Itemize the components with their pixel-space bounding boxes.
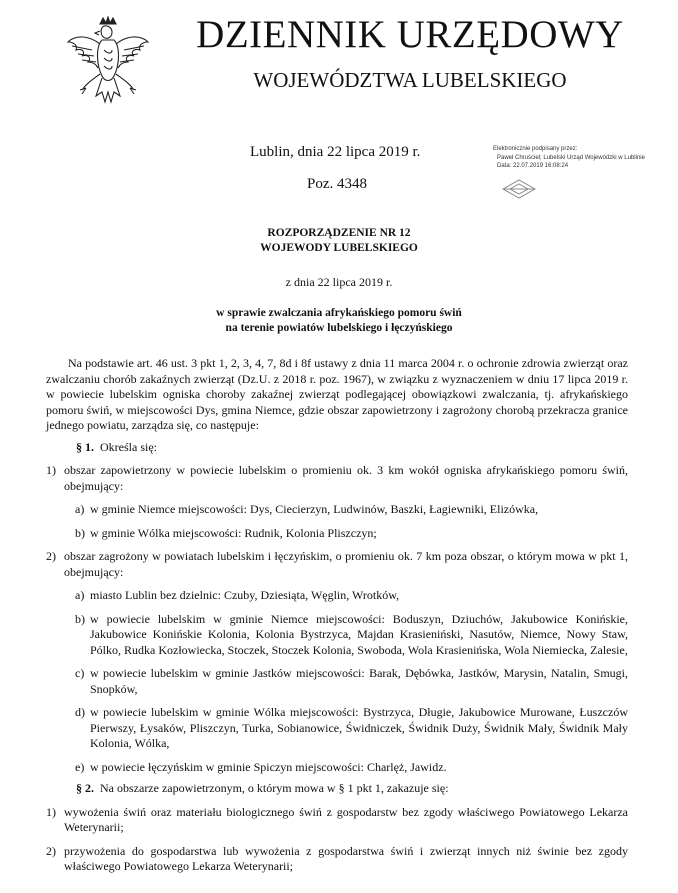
sub-item-text: w powiecie lubelskim w gminie Jastków miejscowości: Barak, Dębówka, Jastków, Marysin, Natalin, Smugi, Snopków, [90,666,628,696]
journal-title: DZIENNIK URZĘDOWY [196,13,624,56]
sub-item-letter: e) [75,759,85,774]
sub-item-letter: a) [75,502,85,516]
item-number: 1) [46,463,56,477]
item-number: 2) [46,549,56,563]
position-number: Poz. 4348 [307,176,367,192]
electronic-signature [493,145,673,171]
sub-item-text: w powiecie lubelskim w gminie Niemce miejscowości: Boduszyn, Dziuchów, Jakubowice Konińskie, Jakubowice Konińskie Kolonia, Kolonia Bystrzyca, Majdan Krasieniński, Nasutów, Niemce, Nowy Staw, Pólko, Rudka Kozłowiecka, Stoczek, Stoczek Kolonia, Swoboda, Wola Krasienińska, Wola Niemiecka, Zalesie, [90,611,628,657]
sub-item-text: w powiecie łęczyńskim w gminie Spiczyn miejscowości: Charlęż, Jawidz. [90,759,447,774]
act-title [0,226,678,256]
act-title-line: ROZPORZĄDZENIE NR 12 [267,227,411,239]
sub-item [46,760,628,776]
sub-item [46,588,628,604]
sub-item-text: w powiecie lubelskim w gminie Wólka miejscowości: Bystrzyca, Długie, Jakubowice Murowane, Łuszczów Pierwszy, Łysaków, Pliszczyn, Turka, Sobianowice, Świdniczek, Świdnik Duży, Świdnik Mały, Świdnik Mały Kolonia, Wólka, [90,705,628,750]
sub-item [46,612,628,659]
item-number: 1) [46,804,56,819]
act-subject [0,306,678,336]
item-number: 2) [46,843,56,858]
list-item [46,463,628,494]
item-text: wywożenia świń oraz materiału biologicznego świń z gospodarstw bez zgody właściwego Powiatowego Lekarza Weterynarii; [64,804,628,834]
sub-item [46,502,628,518]
sub-item-text: miasto Lublin bez dzielnic: Czuby, Dziesiąta, Węglin, Wrotków, [90,588,400,602]
section-1 [46,440,628,456]
sub-item-letter: b) [75,611,85,626]
act-subject-line: na terenie powiatów lubelskiego i łęczyńskiego [225,322,453,334]
list-item [46,844,628,875]
act-subject-line: w sprawie zwalczania afrykańskiego pomoru świń [216,307,462,319]
journal-subtitle: WOJEWÓDZTWA LUBELSKIEGO [253,68,567,92]
sub-item [46,526,628,542]
item-text: obszar zapowietrzony w powiecie lubelskim o promieniu ok. 3 km wokół ogniska afrykańskiego pomoru świń, obejmujący: [64,463,628,493]
list-item [46,805,628,836]
sub-item-text: w gminie Niemce miejscowości: Dys, Ciecierzyn, Ludwinów, Baszki, Łagiewniki, Elizówka, [90,502,539,516]
preamble: Na podstawie art. 46 ust. 3 pkt 1, 2, 3, 4, 7, 8d i 8f ustawy z dnia 11 marca 2004 r. o ochronie zdrowia zwierząt oraz zwalczaniu chorób zakaźnych zwierząt (Dz.U. z 2018 r. poz. 1967), w związku z wyznaczeniem w dniu 17 lipca 2019 r. w powiecie lubelskim ogniska choroby zakaźnej zwierząt podlegającej obowiązkowi zwalczania, tj. afrykańskiego pomoru świń, w miejscowości Dys, gmina Niemce, gdzie obszar zapowietrzony i zagrożony chorobą przekracza granice jednego powiatu, zarządza się, co następuje: [46,356,628,432]
section-label: § 2. [76,781,94,795]
document-body [46,356,628,875]
sub-item-text: w gminie Wólka miejscowości: Rudnik, Kolonia Pliszczyn; [90,525,377,540]
signature-line: Elektronicznie podpisany przez: [493,146,578,152]
act-title-line: WOJEWODY LUBELSKIEGO [260,242,418,254]
signature-signer: Paweł Chruściel; Lubelski Urząd Wojewódzki w Lublinie [497,154,645,161]
sub-item-letter: d) [75,705,85,719]
item-text: obszar zagrożony w powiatach lubelskim i łęczyńskim, o promieniu ok. 7 km poza obszar, o którym mowa w pkt 1, obejmujący: [64,549,628,579]
publication-dateline: Lublin, dnia 22 lipca 2019 r. [250,144,421,160]
section-label: § 1. [76,439,94,454]
list-item [46,549,628,580]
sub-item [46,705,628,752]
signature-date: Data: 22.07.2019 16:08:24 [497,163,569,169]
sub-item-letter: b) [75,525,85,540]
item-text: przywożenia do gospodarstwa lub wywożenia z gospodarstwa świń i zwierząt innych niż świnie bez zgody właściwego Powiatowego Lekarza Weterynarii; [64,843,628,873]
section-text: Na obszarze zapowietrzonym, o którym mowa w § 1 pkt 1, zakazuje się: [100,781,449,795]
section-2 [46,781,628,797]
act-date: z dnia 22 lipca 2019 r. [285,275,393,289]
sub-item-letter: a) [75,588,85,602]
signature-seal-icon [500,177,538,201]
sub-item [46,666,628,697]
polish-eagle-emblem-icon [62,16,154,120]
section-text: Określa się: [100,439,157,454]
sub-item-letter: c) [75,666,85,680]
